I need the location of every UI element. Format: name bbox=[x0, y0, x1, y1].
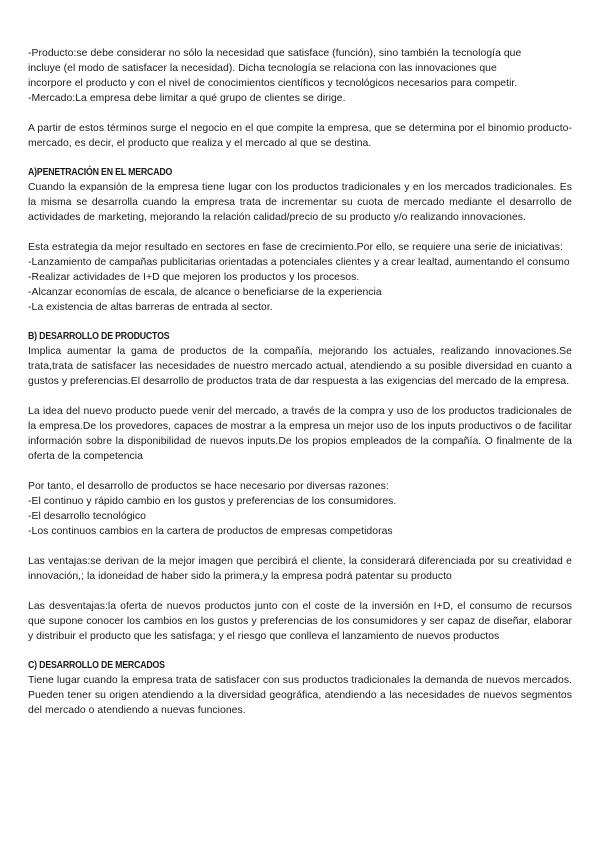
intro-line: incorpore el producto y con el nivel de conocimientos científicos y tecnológicos necesarios para competir. bbox=[28, 78, 518, 89]
list-item: -Realizar actividades de I+D que mejoren los productos y los procesos. bbox=[28, 272, 360, 283]
section-c-paragraph: Tiene lugar cuando la empresa trata de satisfacer con sus productos tradicionales la demanda de nuevos mercados. Pueden tener su origen atendiendo a la diversidad geográfica, atendiendo a las necesidades de nuevos segmentos del mercado o atendiendo a nuevas funciones. bbox=[28, 675, 572, 716]
intro-line: -Mercado:La empresa debe limitar a qué grupo de clientes se dirige. bbox=[28, 93, 346, 104]
list-item: -Alcanzar economías de escala, de alcance o beneficiarse de la experiencia bbox=[28, 287, 382, 298]
list-item: -Los continuos cambios en la cartera de productos de empresas competidoras bbox=[28, 526, 393, 537]
intro-summary: A partir de estos términos surge el negocio en el que compite la empresa, que se determina por el binomio producto-mercado, es decir, el producto que realiza y el mercado al que se destina. bbox=[28, 123, 572, 149]
section-a-paragraph: Cuando la expansión de la empresa tiene lugar con los productos tradicionales y en los mercados tradicionales. Es la misma se desarrolla cuando la empresa trata de incrementar su cuota de mercado mediante el desarrollo de actividades de marketing, mejorando la relación calidad/precio de su producto y/o realizando innovaciones. bbox=[28, 182, 572, 223]
list-item: -El continuo y rápido cambio en los gustos y preferencias de los consumidores. bbox=[28, 496, 397, 507]
section-b-paragraph: Por tanto, el desarrollo de productos se hace necesario por diversas razones: bbox=[28, 481, 389, 492]
intro-definitions bbox=[28, 46, 572, 106]
section-b-advantages: Las ventajas:se derivan de la mejor imagen que percibirá el cliente, la considerará diferenciada por su creatividad e innovación,; la idoneidad de haber sido la primera,y la empresa podrá patentar su producto bbox=[28, 556, 572, 582]
section-b-disadvantages: Las desventajas:la oferta de nuevos productos junto con el coste de la inversión en I+D, el consumo de recursos que supone conocer los cambios en los gustos y preferencias de los consumidores y ser capaz de diseñar, elaborar y distribuir el producto que les satisfaga; y el riesgo que conlleva el lanzamiento de nuevos productos bbox=[28, 601, 572, 642]
list-item: -Lanzamiento de campañas publicitarias orientadas a potenciales clientes y a crear lealtad, aumentando el consumo bbox=[28, 257, 570, 268]
section-a-bullet-list bbox=[28, 255, 572, 315]
list-item: -La existencia de altas barreras de entrada al sector. bbox=[28, 302, 273, 313]
section-a-heading: A)PENETRACIÓN EN EL MERCADO bbox=[28, 167, 173, 178]
section-b-bullet-list bbox=[28, 494, 572, 539]
section-a-paragraph: Esta estrategia da mejor resultado en sectores en fase de crecimiento.Por ello, se requiere una serie de iniciativas: bbox=[28, 242, 563, 253]
intro-line: -Producto:se debe considerar no sólo la necesidad que satisface (función), sino también la tecnología que bbox=[28, 48, 522, 59]
section-c-heading: C) DESARROLLO DE MERCADOS bbox=[28, 660, 165, 671]
section-b-heading: B) DESARROLLO DE PRODUCTOS bbox=[28, 331, 170, 342]
intro-line: incluye (el modo de satisfacer la necesidad). Dicha tecnología se relaciona con las innovaciones que bbox=[28, 63, 497, 74]
section-b-paragraph: Implica aumentar la gama de productos de la compañía, mejorando los actuales, realizando innovaciones.Se trata,trata de satisfacer las necesidades de nuestro mercado actual, atendiendo a su posible diversidad en cuanto a gustos y preferencias.El desarrollo de productos trata de dar respuesta a las exigencias del mercado de la empresa. bbox=[28, 346, 572, 387]
section-b-paragraph: La idea del nuevo producto puede venir del mercado, a través de la compra y uso de los productos tradicionales de la empresa.De los provedores, capaces de mostrar a la empresa un mejor uso de los inputs productivos o de facilitar información sobre la disponibilidad de nuevos inputs.De los propios empleados de la compañía. O finalmente de la oferta de la competencia bbox=[28, 406, 572, 462]
list-item: -El desarrollo tecnológico bbox=[28, 511, 146, 522]
